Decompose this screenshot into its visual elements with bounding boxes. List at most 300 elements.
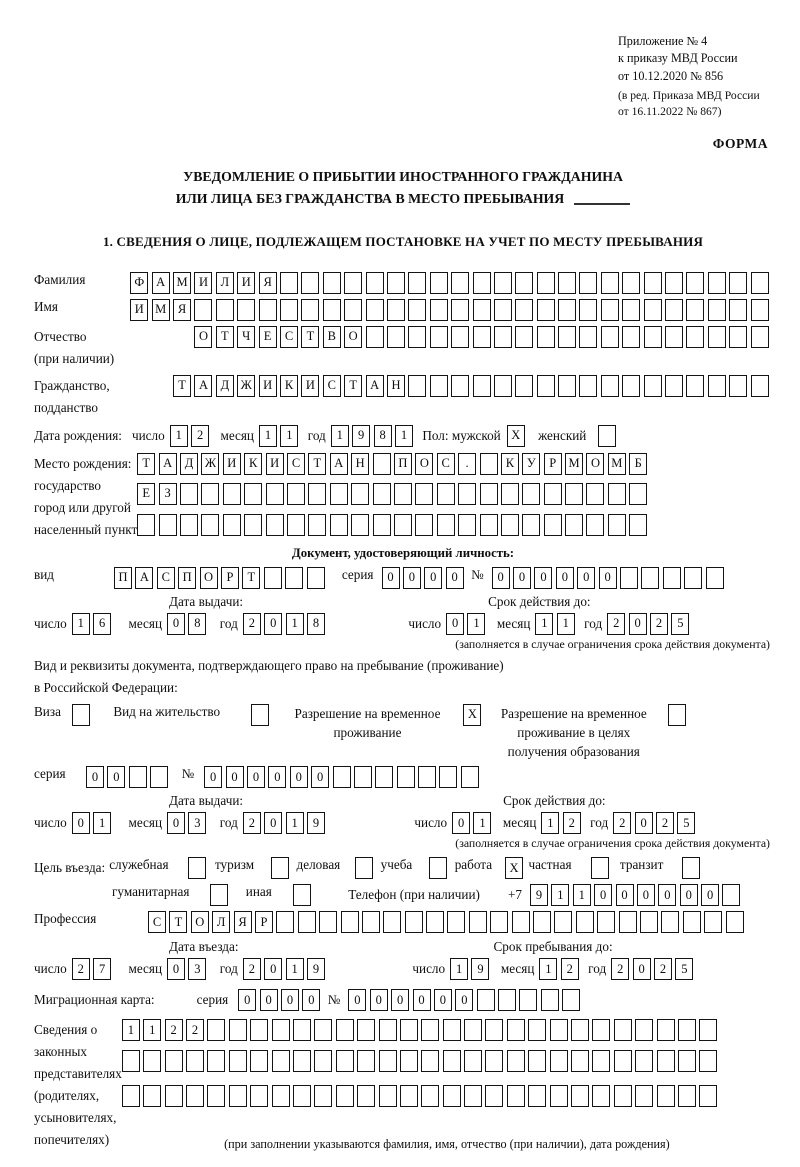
char-cell[interactable]: 8 bbox=[188, 613, 206, 635]
char-cell[interactable]: 2 bbox=[165, 1019, 183, 1041]
char-cell[interactable] bbox=[601, 326, 619, 348]
char-cell[interactable] bbox=[251, 704, 269, 726]
char-cell[interactable] bbox=[451, 326, 469, 348]
char-cell[interactable]: 9 bbox=[307, 812, 325, 834]
char-cell[interactable]: X bbox=[463, 704, 481, 726]
char-cell[interactable] bbox=[280, 272, 298, 294]
char-cell[interactable] bbox=[686, 326, 704, 348]
char-cell[interactable]: О bbox=[415, 453, 433, 475]
char-cell[interactable]: 1 bbox=[467, 613, 485, 635]
char-cell[interactable] bbox=[704, 911, 722, 933]
char-cell[interactable] bbox=[298, 911, 316, 933]
char-cell[interactable] bbox=[357, 1085, 375, 1107]
char-cell[interactable]: А bbox=[330, 453, 348, 475]
char-cell[interactable]: 0 bbox=[492, 567, 510, 589]
char-cell[interactable]: 0 bbox=[226, 766, 244, 788]
char-cell[interactable]: В bbox=[323, 326, 341, 348]
char-cell[interactable] bbox=[601, 272, 619, 294]
char-cell[interactable] bbox=[591, 857, 609, 879]
char-cell[interactable] bbox=[579, 326, 597, 348]
char-cell[interactable] bbox=[537, 375, 555, 397]
char-cell[interactable] bbox=[515, 272, 533, 294]
char-cell[interactable]: 2 bbox=[191, 425, 209, 447]
char-cell[interactable] bbox=[287, 483, 305, 505]
char-cell[interactable] bbox=[373, 453, 391, 475]
char-cell[interactable]: 0 bbox=[167, 812, 185, 834]
char-cell[interactable] bbox=[473, 326, 491, 348]
char-cell[interactable] bbox=[443, 1085, 461, 1107]
char-cell[interactable] bbox=[159, 514, 177, 536]
char-cell[interactable] bbox=[355, 857, 373, 879]
char-cell[interactable]: 1 bbox=[72, 613, 90, 635]
char-cell[interactable] bbox=[565, 483, 583, 505]
char-cell[interactable]: К bbox=[244, 453, 262, 475]
char-cell[interactable] bbox=[276, 911, 294, 933]
char-cell[interactable] bbox=[751, 272, 769, 294]
char-cell[interactable] bbox=[122, 1050, 140, 1072]
char-cell[interactable] bbox=[333, 766, 351, 788]
char-cell[interactable] bbox=[250, 1050, 268, 1072]
char-cell[interactable]: 0 bbox=[513, 567, 531, 589]
char-cell[interactable]: 0 bbox=[629, 613, 647, 635]
char-cell[interactable] bbox=[461, 766, 479, 788]
char-cell[interactable] bbox=[622, 326, 640, 348]
char-cell[interactable]: Р bbox=[221, 567, 239, 589]
char-cell[interactable] bbox=[586, 483, 604, 505]
char-cell[interactable]: 0 bbox=[446, 567, 464, 589]
char-cell[interactable] bbox=[657, 1019, 675, 1041]
char-cell[interactable]: З bbox=[159, 483, 177, 505]
char-cell[interactable] bbox=[143, 1050, 161, 1072]
char-cell[interactable] bbox=[554, 911, 572, 933]
char-cell[interactable]: Т bbox=[137, 453, 155, 475]
char-cell[interactable] bbox=[165, 1085, 183, 1107]
char-cell[interactable] bbox=[229, 1019, 247, 1041]
char-cell[interactable] bbox=[528, 1085, 546, 1107]
char-cell[interactable]: 1 bbox=[573, 884, 591, 906]
char-cell[interactable]: 2 bbox=[563, 812, 581, 834]
char-cell[interactable] bbox=[464, 1019, 482, 1041]
char-cell[interactable]: Ф bbox=[130, 272, 148, 294]
char-cell[interactable] bbox=[400, 1085, 418, 1107]
char-cell[interactable] bbox=[629, 514, 647, 536]
char-cell[interactable]: О bbox=[586, 453, 604, 475]
char-cell[interactable]: 0 bbox=[238, 989, 256, 1011]
char-cell[interactable] bbox=[515, 326, 533, 348]
char-cell[interactable] bbox=[188, 857, 206, 879]
char-cell[interactable]: 0 bbox=[268, 766, 286, 788]
char-cell[interactable] bbox=[663, 567, 681, 589]
char-cell[interactable]: 0 bbox=[302, 989, 320, 1011]
char-cell[interactable] bbox=[336, 1085, 354, 1107]
char-cell[interactable] bbox=[726, 911, 744, 933]
char-cell[interactable] bbox=[608, 514, 626, 536]
char-cell[interactable] bbox=[494, 375, 512, 397]
char-cell[interactable] bbox=[373, 514, 391, 536]
char-cell[interactable] bbox=[430, 272, 448, 294]
char-cell[interactable] bbox=[528, 1050, 546, 1072]
char-cell[interactable]: 0 bbox=[403, 567, 421, 589]
char-cell[interactable]: 1 bbox=[280, 425, 298, 447]
char-cell[interactable]: 1 bbox=[395, 425, 413, 447]
char-cell[interactable]: 6 bbox=[93, 613, 111, 635]
char-cell[interactable] bbox=[301, 299, 319, 321]
char-cell[interactable]: 0 bbox=[635, 812, 653, 834]
char-cell[interactable]: 3 bbox=[188, 812, 206, 834]
char-cell[interactable]: Т bbox=[308, 453, 326, 475]
char-cell[interactable] bbox=[622, 375, 640, 397]
char-cell[interactable] bbox=[571, 1085, 589, 1107]
char-cell[interactable] bbox=[550, 1019, 568, 1041]
char-cell[interactable]: 2 bbox=[613, 812, 631, 834]
char-cell[interactable] bbox=[586, 514, 604, 536]
char-cell[interactable]: 1 bbox=[286, 958, 304, 980]
char-cell[interactable] bbox=[614, 1019, 632, 1041]
char-cell[interactable] bbox=[308, 514, 326, 536]
char-cell[interactable] bbox=[558, 272, 576, 294]
char-cell[interactable] bbox=[250, 1085, 268, 1107]
char-cell[interactable] bbox=[729, 272, 747, 294]
char-cell[interactable] bbox=[494, 299, 512, 321]
char-cell[interactable] bbox=[373, 483, 391, 505]
char-cell[interactable]: Ч bbox=[237, 326, 255, 348]
char-cell[interactable]: И bbox=[237, 272, 255, 294]
char-cell[interactable] bbox=[430, 299, 448, 321]
char-cell[interactable]: 0 bbox=[658, 884, 676, 906]
char-cell[interactable] bbox=[507, 1019, 525, 1041]
char-cell[interactable]: Е bbox=[259, 326, 277, 348]
char-cell[interactable]: 0 bbox=[701, 884, 719, 906]
char-cell[interactable] bbox=[330, 483, 348, 505]
char-cell[interactable]: 5 bbox=[677, 812, 695, 834]
char-cell[interactable]: 0 bbox=[577, 567, 595, 589]
char-cell[interactable] bbox=[351, 514, 369, 536]
char-cell[interactable] bbox=[430, 375, 448, 397]
char-cell[interactable]: 1 bbox=[539, 958, 557, 980]
char-cell[interactable] bbox=[344, 299, 362, 321]
char-cell[interactable] bbox=[661, 911, 679, 933]
char-cell[interactable] bbox=[186, 1085, 204, 1107]
char-cell[interactable] bbox=[451, 272, 469, 294]
char-cell[interactable] bbox=[501, 483, 519, 505]
char-cell[interactable]: 2 bbox=[650, 613, 668, 635]
char-cell[interactable] bbox=[307, 567, 325, 589]
char-cell[interactable]: 0 bbox=[247, 766, 265, 788]
char-cell[interactable] bbox=[485, 1085, 503, 1107]
char-cell[interactable] bbox=[351, 483, 369, 505]
char-cell[interactable]: 0 bbox=[434, 989, 452, 1011]
char-cell[interactable] bbox=[387, 272, 405, 294]
char-cell[interactable]: 1 bbox=[286, 613, 304, 635]
char-cell[interactable] bbox=[576, 911, 594, 933]
char-cell[interactable] bbox=[614, 1085, 632, 1107]
char-cell[interactable] bbox=[614, 1050, 632, 1072]
char-cell[interactable]: И bbox=[194, 272, 212, 294]
char-cell[interactable] bbox=[122, 1085, 140, 1107]
char-cell[interactable] bbox=[519, 989, 537, 1011]
char-cell[interactable] bbox=[415, 483, 433, 505]
char-cell[interactable] bbox=[641, 567, 659, 589]
char-cell[interactable] bbox=[608, 483, 626, 505]
char-cell[interactable]: 2 bbox=[186, 1019, 204, 1041]
char-cell[interactable] bbox=[72, 704, 90, 726]
char-cell[interactable] bbox=[592, 1085, 610, 1107]
char-cell[interactable]: М bbox=[152, 299, 170, 321]
char-cell[interactable]: А bbox=[135, 567, 153, 589]
char-cell[interactable] bbox=[439, 766, 457, 788]
char-cell[interactable] bbox=[400, 1050, 418, 1072]
char-cell[interactable] bbox=[683, 911, 701, 933]
char-cell[interactable] bbox=[592, 1050, 610, 1072]
char-cell[interactable]: 0 bbox=[260, 989, 278, 1011]
char-cell[interactable] bbox=[379, 1019, 397, 1041]
char-cell[interactable] bbox=[301, 272, 319, 294]
char-cell[interactable]: Я bbox=[234, 911, 252, 933]
char-cell[interactable]: М bbox=[565, 453, 583, 475]
char-cell[interactable]: Т bbox=[344, 375, 362, 397]
char-cell[interactable] bbox=[507, 1085, 525, 1107]
char-cell[interactable] bbox=[601, 375, 619, 397]
char-cell[interactable]: 1 bbox=[259, 425, 277, 447]
char-cell[interactable] bbox=[622, 272, 640, 294]
char-cell[interactable] bbox=[280, 299, 298, 321]
char-cell[interactable] bbox=[244, 483, 262, 505]
char-cell[interactable] bbox=[598, 425, 616, 447]
char-cell[interactable]: С bbox=[323, 375, 341, 397]
char-cell[interactable] bbox=[418, 766, 436, 788]
char-cell[interactable] bbox=[562, 989, 580, 1011]
char-cell[interactable] bbox=[550, 1050, 568, 1072]
char-cell[interactable] bbox=[408, 375, 426, 397]
char-cell[interactable] bbox=[597, 911, 615, 933]
char-cell[interactable]: 8 bbox=[307, 613, 325, 635]
char-cell[interactable] bbox=[336, 1050, 354, 1072]
char-cell[interactable]: 2 bbox=[607, 613, 625, 635]
char-cell[interactable] bbox=[458, 483, 476, 505]
char-cell[interactable]: 2 bbox=[656, 812, 674, 834]
char-cell[interactable] bbox=[180, 514, 198, 536]
char-cell[interactable]: 0 bbox=[556, 567, 574, 589]
char-cell[interactable]: Т bbox=[301, 326, 319, 348]
char-cell[interactable]: Ж bbox=[201, 453, 219, 475]
char-cell[interactable]: 0 bbox=[290, 766, 308, 788]
char-cell[interactable]: 1 bbox=[93, 812, 111, 834]
char-cell[interactable] bbox=[579, 272, 597, 294]
char-cell[interactable] bbox=[644, 272, 662, 294]
char-cell[interactable] bbox=[473, 299, 491, 321]
char-cell[interactable] bbox=[751, 326, 769, 348]
char-cell[interactable] bbox=[207, 1019, 225, 1041]
char-cell[interactable]: 0 bbox=[264, 613, 282, 635]
char-cell[interactable] bbox=[408, 299, 426, 321]
char-cell[interactable] bbox=[640, 911, 658, 933]
char-cell[interactable]: 0 bbox=[594, 884, 612, 906]
char-cell[interactable] bbox=[565, 514, 583, 536]
char-cell[interactable] bbox=[426, 911, 444, 933]
char-cell[interactable]: 0 bbox=[311, 766, 329, 788]
char-cell[interactable] bbox=[216, 299, 234, 321]
char-cell[interactable] bbox=[207, 1085, 225, 1107]
char-cell[interactable]: К bbox=[501, 453, 519, 475]
char-cell[interactable] bbox=[429, 857, 447, 879]
char-cell[interactable] bbox=[469, 911, 487, 933]
char-cell[interactable]: 0 bbox=[446, 613, 464, 635]
char-cell[interactable] bbox=[314, 1050, 332, 1072]
char-cell[interactable] bbox=[150, 766, 168, 788]
char-cell[interactable]: 0 bbox=[370, 989, 388, 1011]
char-cell[interactable]: 0 bbox=[382, 567, 400, 589]
char-cell[interactable] bbox=[375, 766, 393, 788]
char-cell[interactable] bbox=[522, 483, 540, 505]
char-cell[interactable]: 1 bbox=[541, 812, 559, 834]
char-cell[interactable]: 1 bbox=[286, 812, 304, 834]
char-cell[interactable] bbox=[464, 1085, 482, 1107]
char-cell[interactable] bbox=[571, 1019, 589, 1041]
char-cell[interactable] bbox=[512, 911, 530, 933]
char-cell[interactable]: К bbox=[280, 375, 298, 397]
char-cell[interactable] bbox=[515, 299, 533, 321]
char-cell[interactable] bbox=[387, 299, 405, 321]
char-cell[interactable] bbox=[383, 911, 401, 933]
char-cell[interactable] bbox=[494, 272, 512, 294]
char-cell[interactable]: Р bbox=[255, 911, 273, 933]
char-cell[interactable]: 3 bbox=[188, 958, 206, 980]
char-cell[interactable]: 0 bbox=[616, 884, 634, 906]
char-cell[interactable]: А bbox=[159, 453, 177, 475]
char-cell[interactable] bbox=[186, 1050, 204, 1072]
char-cell[interactable] bbox=[490, 911, 508, 933]
char-cell[interactable]: А bbox=[194, 375, 212, 397]
char-cell[interactable]: 0 bbox=[455, 989, 473, 1011]
char-cell[interactable] bbox=[272, 1050, 290, 1072]
char-cell[interactable] bbox=[354, 766, 372, 788]
char-cell[interactable]: С bbox=[157, 567, 175, 589]
char-cell[interactable]: О bbox=[200, 567, 218, 589]
char-cell[interactable]: X bbox=[505, 857, 523, 879]
char-cell[interactable] bbox=[498, 989, 516, 1011]
char-cell[interactable]: Д bbox=[180, 453, 198, 475]
char-cell[interactable] bbox=[480, 514, 498, 536]
char-cell[interactable] bbox=[537, 326, 555, 348]
char-cell[interactable]: Т bbox=[242, 567, 260, 589]
char-cell[interactable] bbox=[729, 326, 747, 348]
char-cell[interactable]: 0 bbox=[204, 766, 222, 788]
char-cell[interactable] bbox=[394, 483, 412, 505]
char-cell[interactable]: 8 bbox=[374, 425, 392, 447]
char-cell[interactable] bbox=[485, 1019, 503, 1041]
char-cell[interactable] bbox=[293, 1050, 311, 1072]
char-cell[interactable] bbox=[443, 1019, 461, 1041]
char-cell[interactable] bbox=[443, 1050, 461, 1072]
char-cell[interactable]: 2 bbox=[611, 958, 629, 980]
char-cell[interactable] bbox=[137, 514, 155, 536]
char-cell[interactable] bbox=[210, 884, 228, 906]
char-cell[interactable] bbox=[314, 1019, 332, 1041]
char-cell[interactable]: О bbox=[194, 326, 212, 348]
char-cell[interactable] bbox=[201, 514, 219, 536]
char-cell[interactable] bbox=[143, 1085, 161, 1107]
char-cell[interactable]: 0 bbox=[599, 567, 617, 589]
char-cell[interactable]: 2 bbox=[654, 958, 672, 980]
char-cell[interactable] bbox=[541, 989, 559, 1011]
char-cell[interactable] bbox=[266, 514, 284, 536]
char-cell[interactable] bbox=[330, 514, 348, 536]
char-cell[interactable] bbox=[285, 567, 303, 589]
char-cell[interactable]: 0 bbox=[637, 884, 655, 906]
char-cell[interactable] bbox=[657, 1050, 675, 1072]
char-cell[interactable] bbox=[421, 1085, 439, 1107]
char-cell[interactable]: 0 bbox=[72, 812, 90, 834]
char-cell[interactable] bbox=[223, 514, 241, 536]
char-cell[interactable]: 0 bbox=[167, 958, 185, 980]
char-cell[interactable] bbox=[405, 911, 423, 933]
char-cell[interactable] bbox=[415, 514, 433, 536]
char-cell[interactable] bbox=[579, 299, 597, 321]
char-cell[interactable] bbox=[678, 1050, 696, 1072]
char-cell[interactable] bbox=[708, 326, 726, 348]
char-cell[interactable]: 0 bbox=[633, 958, 651, 980]
char-cell[interactable]: 1 bbox=[122, 1019, 140, 1041]
char-cell[interactable] bbox=[533, 911, 551, 933]
char-cell[interactable] bbox=[579, 375, 597, 397]
char-cell[interactable] bbox=[437, 483, 455, 505]
char-cell[interactable]: 1 bbox=[331, 425, 349, 447]
char-cell[interactable] bbox=[682, 857, 700, 879]
char-cell[interactable]: 2 bbox=[243, 812, 261, 834]
char-cell[interactable]: 9 bbox=[352, 425, 370, 447]
char-cell[interactable] bbox=[259, 299, 277, 321]
char-cell[interactable] bbox=[751, 299, 769, 321]
char-cell[interactable]: Р bbox=[544, 453, 562, 475]
char-cell[interactable] bbox=[366, 299, 384, 321]
char-cell[interactable] bbox=[485, 1050, 503, 1072]
char-cell[interactable] bbox=[394, 514, 412, 536]
char-cell[interactable] bbox=[437, 514, 455, 536]
char-cell[interactable]: 1 bbox=[473, 812, 491, 834]
char-cell[interactable]: 1 bbox=[143, 1019, 161, 1041]
char-cell[interactable] bbox=[729, 299, 747, 321]
char-cell[interactable] bbox=[362, 911, 380, 933]
char-cell[interactable] bbox=[480, 483, 498, 505]
char-cell[interactable] bbox=[244, 514, 262, 536]
char-cell[interactable] bbox=[293, 1019, 311, 1041]
char-cell[interactable]: 9 bbox=[530, 884, 548, 906]
char-cell[interactable]: У bbox=[522, 453, 540, 475]
char-cell[interactable] bbox=[165, 1050, 183, 1072]
char-cell[interactable] bbox=[451, 375, 469, 397]
char-cell[interactable] bbox=[601, 299, 619, 321]
char-cell[interactable]: М bbox=[173, 272, 191, 294]
char-cell[interactable] bbox=[229, 1050, 247, 1072]
char-cell[interactable]: 1 bbox=[551, 884, 569, 906]
char-cell[interactable] bbox=[473, 272, 491, 294]
char-cell[interactable]: 0 bbox=[452, 812, 470, 834]
char-cell[interactable] bbox=[323, 299, 341, 321]
char-cell[interactable] bbox=[708, 299, 726, 321]
char-cell[interactable]: Ж bbox=[237, 375, 255, 397]
char-cell[interactable] bbox=[620, 567, 638, 589]
char-cell[interactable]: 0 bbox=[534, 567, 552, 589]
char-cell[interactable]: Я bbox=[259, 272, 277, 294]
char-cell[interactable] bbox=[522, 514, 540, 536]
char-cell[interactable]: 7 bbox=[93, 958, 111, 980]
char-cell[interactable]: 5 bbox=[671, 613, 689, 635]
char-cell[interactable] bbox=[501, 514, 519, 536]
char-cell[interactable] bbox=[201, 483, 219, 505]
char-cell[interactable]: П bbox=[114, 567, 132, 589]
char-cell[interactable]: А bbox=[152, 272, 170, 294]
char-cell[interactable]: 5 bbox=[675, 958, 693, 980]
